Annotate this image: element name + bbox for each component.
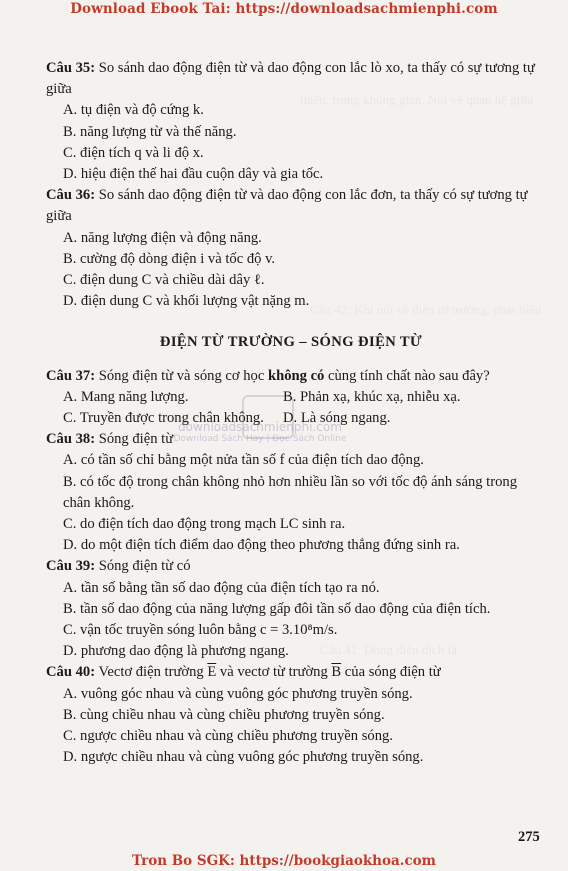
vector-e-symbol: $\overline{E}$: [207, 664, 217, 681]
question-stem: [46, 366, 536, 387]
question-number: Câu 35:: [46, 60, 96, 76]
bleed-through-text: Câu 42: Khi nói về điện từ trường, phát biểu: [310, 302, 542, 317]
question-emphasis: không có: [267, 367, 325, 384]
option-b: B. Phản xạ, khúc xạ, nhiễu xạ.: [283, 388, 461, 405]
option-a: A. vuông góc nhau và cùng vuông góc phương truyền sóng.: [63, 685, 413, 702]
question-text: So sánh dao động điện từ và dao động con lắc đơn, ta thấy có sự tương tự giữa: [46, 187, 528, 225]
bleed-through-text: Câu 41: Dòng điện dịch là: [320, 642, 457, 657]
question-39: [46, 556, 536, 662]
option-d: D. Là sóng ngang.: [283, 410, 391, 427]
option-c: C. ngược chiều nhau và cùng chiều phương truyền sóng.: [63, 728, 393, 745]
option-c: C. vận tốc truyền sóng luôn bằng c = 3.10⁸m/s.: [63, 622, 338, 639]
question-stem: [46, 58, 536, 100]
option-c: C. Truyền được trong chân không.: [63, 410, 264, 427]
option-a: A. tụ điện và độ cứng k.: [63, 102, 204, 119]
option-c: C. do điện tích dao động trong mạch LC sinh ra.: [63, 516, 346, 533]
question-stem: [46, 185, 536, 227]
question-text-end: của sóng điện từ: [344, 664, 441, 681]
question-number: Câu 39:: [46, 558, 96, 575]
option-b: B. cùng chiều nhau và cùng chiều phương truyền sóng.: [63, 706, 385, 723]
option-a: A. năng lượng điện và động năng.: [63, 229, 262, 246]
question-stem: [46, 556, 536, 577]
bleed-through-text: thiên, trong không gian. Nối về quan hệ giữa: [300, 92, 534, 107]
page-number: 275: [518, 829, 540, 845]
option-d: D. do một điện tích điểm dao động theo phương thẳng đứng sinh ra.: [63, 537, 460, 554]
page-content: [46, 58, 536, 769]
header-download-link[interactable]: Download Ebook Tai: https://downloadsachmienphi.com: [70, 1, 498, 17]
question-37: [46, 366, 536, 430]
option-d: D. hiệu điện thế hai đầu cuộn dây và gia tốc.: [63, 166, 324, 183]
question-number: Câu 36:: [46, 187, 96, 204]
question-number: Câu 38:: [46, 431, 96, 448]
option-c: C. điện tích q và li độ x.: [63, 144, 204, 161]
option-b: B. năng lượng từ và thế năng.: [63, 123, 237, 140]
option-d: D. phương dao động là phương ngang.: [63, 643, 289, 660]
question-text: Vectơ điện trường: [98, 664, 204, 681]
question-text-cont: và vectơ từ trường: [219, 664, 328, 681]
question-40: [46, 662, 536, 768]
option-d: D. điện dung C và khối lượng vật nặng m.: [63, 293, 310, 310]
option-b: B. cường độ dòng điện i và tốc độ v.: [63, 250, 276, 267]
question-number: Câu 37:: [46, 367, 96, 384]
question-text: Sóng điện từ và sóng cơ học: [98, 367, 265, 384]
option-b: B. tần số dao động của năng lượng gấp đôi tần số dao động của điện tích.: [63, 600, 491, 617]
question-text-cont: cùng tính chất nào sau đây?: [328, 367, 490, 384]
options-row: [46, 408, 536, 429]
question-stem: [46, 429, 536, 450]
question-text: So sánh dao động điện từ và dao động con lắc lò xo, ta thấy có sự tương tự giữa: [46, 60, 535, 98]
option-b: B. có tốc độ trong chân không nhỏ hơn nhiều lần so với tốc độ ánh sáng trong chân không.: [63, 473, 517, 511]
question-number: Câu 40:: [46, 664, 96, 681]
option-c: C. điện dung C và chiều dài dây ℓ.: [63, 272, 265, 289]
watermark-url: downloadsachmienphi.com: [178, 420, 342, 434]
question-38: [46, 429, 536, 556]
option-d: D. ngược chiều nhau và cùng vuông góc phương truyền sóng.: [63, 749, 424, 766]
question-35: [46, 58, 536, 185]
question-36: [46, 185, 536, 312]
question-text: Sóng điện từ: [98, 431, 174, 448]
option-a: A. Mang năng lượng.: [63, 388, 189, 405]
options-row: [46, 387, 536, 408]
question-stem: [46, 662, 536, 683]
option-a: A. tần số bằng tần số dao động của điện tích tạo ra nó.: [63, 579, 380, 596]
option-a: A. có tần số chỉ bằng một nửa tần số f của điện tích dao động.: [63, 452, 424, 469]
section-title: ĐIỆN TỪ TRƯỜNG – SÓNG ĐIỆN TỪ: [159, 334, 423, 351]
watermark-tagline: Download Sách Hay | Đọc Sách Online: [173, 434, 347, 444]
footer-sgk-link[interactable]: Tron Bo SGK: https://bookgiaokhoa.com: [132, 853, 436, 869]
question-text: Sóng điện từ có: [98, 558, 191, 575]
vector-b-symbol: $\overline{B}$: [331, 664, 342, 681]
